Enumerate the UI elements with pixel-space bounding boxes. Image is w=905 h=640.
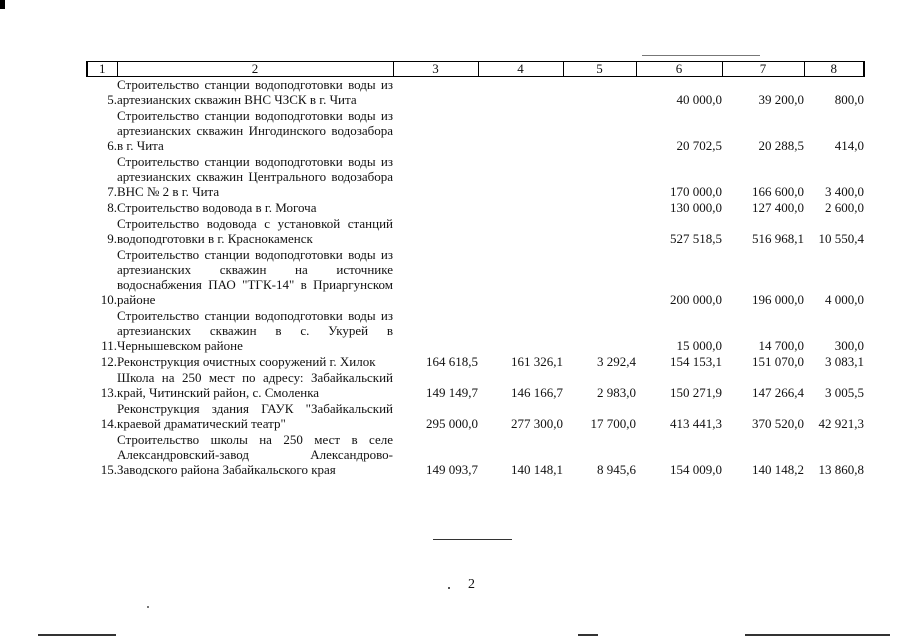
value-col-6: 150 271,9 xyxy=(670,385,722,400)
object-name: Строительство школы на 250 мест в селе Александровский-завод Александрово-Заводского района Забайкальского края xyxy=(117,432,393,477)
value-col-7: 151 070,0 xyxy=(752,354,804,369)
header-cell-5: 5 xyxy=(563,62,636,77)
value-col-8: 300,0 xyxy=(834,338,864,353)
value-col-8: 4 000,0 xyxy=(825,292,864,307)
object-name: Строительство водовода с установкой станций водоподготовки в г. Краснокаменск xyxy=(117,216,393,246)
object-name: Строительство станции водоподготовки воды из артезианских скважин ВНС ЧЗСК в г. Чита xyxy=(117,77,393,107)
value-col-8: 10 550,4 xyxy=(818,231,864,246)
table-row xyxy=(87,216,864,247)
value-col-3 xyxy=(393,108,478,154)
value-col-4: 277 300,0 xyxy=(511,416,563,431)
value-col-3: 295 000,0 xyxy=(426,416,478,431)
value-col-6: 413 441,3 xyxy=(670,416,722,431)
value-col-3: 149 093,7 xyxy=(426,462,478,477)
page-number: 2 xyxy=(468,577,475,592)
value-col-4 xyxy=(478,108,563,154)
object-name: Реконструкция здания ГАУК "Забайкальский краевой драматический театр" xyxy=(117,401,393,431)
value-col-4 xyxy=(478,216,563,247)
header-cell-8: 8 xyxy=(804,62,864,77)
value-col-3 xyxy=(393,77,478,109)
header-row xyxy=(87,62,864,77)
value-col-8: 3 400,0 xyxy=(825,184,864,199)
value-col-6: 40 000,0 xyxy=(676,92,722,107)
header-cell-2: 2 xyxy=(117,62,393,77)
value-col-5 xyxy=(563,200,636,216)
value-col-7: 516 968,1 xyxy=(752,231,804,246)
scan-line-bottom xyxy=(745,634,890,636)
value-col-4: 140 148,1 xyxy=(511,462,563,477)
header-cell-4: 4 xyxy=(478,62,563,77)
value-col-7: 14 700,0 xyxy=(758,338,804,353)
table-row xyxy=(87,247,864,308)
value-col-7: 39 200,0 xyxy=(758,92,804,107)
scan-line-bottom xyxy=(38,634,116,636)
value-col-5 xyxy=(563,247,636,308)
header-cell-6: 6 xyxy=(636,62,722,77)
value-col-6: 170 000,0 xyxy=(670,184,722,199)
scan-corner-mark xyxy=(0,0,5,9)
value-col-4: 146 166,7 xyxy=(511,385,563,400)
separator-line xyxy=(433,539,512,540)
value-col-5 xyxy=(563,308,636,354)
value-col-6: 15 000,0 xyxy=(676,338,722,353)
value-col-8: 42 921,3 xyxy=(818,416,864,431)
object-name: Строительство станции водоподготовки воды из артезианских скважин Ингодинского водозабора в г. Чита xyxy=(117,108,393,153)
value-col-4: 161 326,1 xyxy=(511,354,563,369)
value-col-3: 164 618,5 xyxy=(426,354,478,369)
value-col-7: 196 000,0 xyxy=(752,292,804,307)
value-col-7: 127 400,0 xyxy=(752,200,804,215)
value-col-6: 154 009,0 xyxy=(670,462,722,477)
value-col-5: 17 700,0 xyxy=(590,416,636,431)
value-col-8: 2 600,0 xyxy=(825,200,864,215)
row-number: 12. xyxy=(100,354,117,369)
object-name: Реконструкция очистных сооружений г. Хилок xyxy=(117,354,376,369)
value-col-8: 800,0 xyxy=(834,92,864,107)
value-col-4 xyxy=(478,308,563,354)
header-cell-7: 7 xyxy=(722,62,804,77)
value-col-5 xyxy=(563,154,636,200)
row-number: 11. xyxy=(101,338,117,353)
table-row xyxy=(87,370,864,401)
value-col-6: 200 000,0 xyxy=(670,292,722,307)
row-number: 5. xyxy=(107,92,117,107)
value-col-5 xyxy=(563,216,636,247)
value-col-4 xyxy=(478,77,563,109)
value-col-7: 147 266,4 xyxy=(752,385,804,400)
value-col-6: 130 000,0 xyxy=(670,200,722,215)
scan-line-top xyxy=(642,55,760,56)
object-name: Школа на 250 мест по адресу: Забайкальский край, Читинский район, с. Смоленка xyxy=(117,370,393,400)
object-name: Строительство станции водоподготовки воды из артезианских скважин Центрального водозабора ВНС № 2 в г. Чита xyxy=(117,154,393,199)
object-name: Строительство станции водоподготовки воды из артезианских скважин в с. Укурей в Чернышевском районе xyxy=(117,308,393,353)
row-number: 14. xyxy=(100,416,117,431)
row-number: 6. xyxy=(107,138,117,153)
table-row xyxy=(87,401,864,432)
value-col-8: 13 860,8 xyxy=(818,462,864,477)
value-col-3 xyxy=(393,154,478,200)
value-col-6: 20 702,5 xyxy=(676,138,722,153)
value-col-3: 149 149,7 xyxy=(426,385,478,400)
value-col-4 xyxy=(478,200,563,216)
row-number: 9. xyxy=(107,231,117,246)
value-col-5: 8 945,6 xyxy=(597,462,636,477)
header-cell-1: 1 xyxy=(87,62,117,77)
scan-line-bottom xyxy=(578,634,598,636)
value-col-3 xyxy=(393,200,478,216)
row-number: 8. xyxy=(107,200,117,215)
header-cell-3: 3 xyxy=(393,62,478,77)
table-row xyxy=(87,200,864,216)
budget-table xyxy=(86,61,865,478)
value-col-8: 3 005,5 xyxy=(825,385,864,400)
value-col-5: 3 292,4 xyxy=(597,354,636,369)
value-col-7: 20 288,5 xyxy=(758,138,804,153)
object-name: Строительство водовода в г. Могоча xyxy=(117,200,317,215)
value-col-3 xyxy=(393,247,478,308)
value-col-7: 370 520,0 xyxy=(752,416,804,431)
row-number: 13. xyxy=(100,385,117,400)
value-col-4 xyxy=(478,247,563,308)
table-row xyxy=(87,108,864,154)
value-col-3 xyxy=(393,308,478,354)
table-row xyxy=(87,432,864,478)
value-col-4 xyxy=(478,154,563,200)
value-col-5 xyxy=(563,108,636,154)
row-number: 7. xyxy=(107,184,117,199)
table-row xyxy=(87,77,864,109)
row-number: 15. xyxy=(100,462,117,477)
scan-speck xyxy=(448,587,450,589)
object-name: Строительство станции водоподготовки воды из артезианских скважин на источнике водоснабжения ПАО "ТГК-14" в Приаргунском районе xyxy=(117,247,393,307)
value-col-8: 3 083,1 xyxy=(825,354,864,369)
value-col-3 xyxy=(393,216,478,247)
scan-speck xyxy=(147,606,149,608)
value-col-6: 154 153,1 xyxy=(670,354,722,369)
row-number: 10. xyxy=(100,292,117,307)
value-col-5: 2 983,0 xyxy=(597,385,636,400)
table-row xyxy=(87,154,864,200)
table-row xyxy=(87,308,864,354)
table-row xyxy=(87,354,864,370)
value-col-5 xyxy=(563,77,636,109)
value-col-8: 414,0 xyxy=(834,138,864,153)
value-col-7: 166 600,0 xyxy=(752,184,804,199)
value-col-7: 140 148,2 xyxy=(752,462,804,477)
value-col-6: 527 518,5 xyxy=(670,231,722,246)
